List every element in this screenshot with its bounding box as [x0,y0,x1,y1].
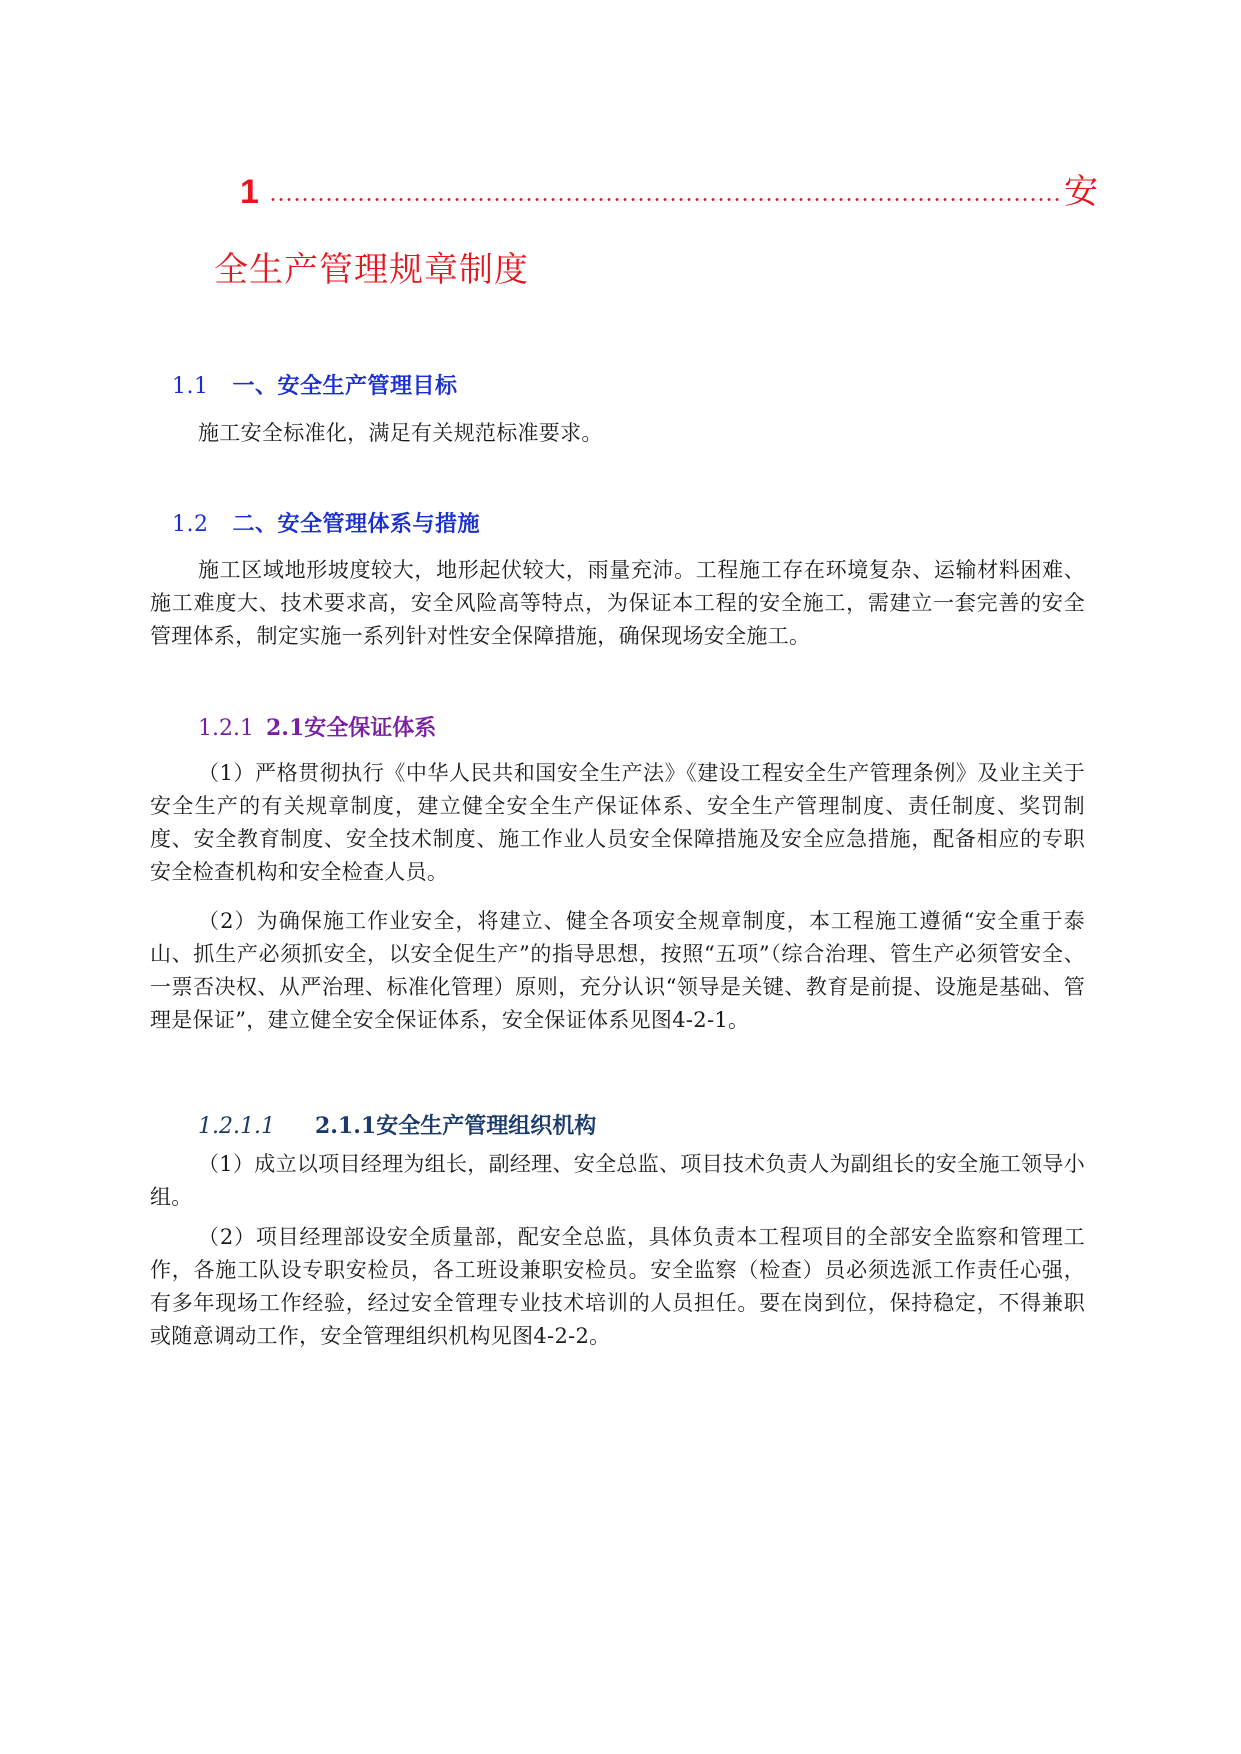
paragraph-1-1: 施工安全标准化，满足有关规范标准要求。 [198,421,603,445]
section-heading-1-2 [172,510,480,539]
chapter-title-rest: 全生产管理规章制度 [214,250,529,290]
section-title: 2.1.1安全生产管理组织机构 [314,1113,597,1139]
section-heading-1-1 [172,372,458,401]
toc-dot-leader [269,198,1062,201]
section-heading-1-2-1-1 [198,1112,596,1141]
paragraph-1-2-1-b: （2）为确保施工作业安全，将建立、健全各项安全规章制度，本工程施工遵循“安全重于泰山、抓生产必须抓安全，以安全促生产”的指导思想，按照“五项”（综合治理、管生产必须管安全、一票否决权、从严治理、标准化管理）原则，充分认识“领导是关键、教育是前提、设施是基础、管理是保证”，建立健全安全保证体系，安全保证体系见图4-2-1。 [150,909,1085,1032]
chapter-number: 1 [240,173,259,211]
section-heading-1-2-1 [198,714,436,743]
section-number: 1.2 [172,512,209,537]
section-title: 二、安全管理体系与措施 [232,511,481,537]
section-number: 1.1 [172,374,209,399]
section-title: 2.1安全保证体系 [265,715,437,741]
paragraph-1-2-1-a: （1）严格贯彻执行《中华人民共和国安全生产法》《建设工程安全生产管理条例》及业主关于安全生产的有关规章制度，建立健全安全生产保证体系、安全生产管理制度、责任制度、奖罚制度、安全教育制度、安全技术制度、施工作业人员安全保障措施及安全应急措施，配备相应的专职安全检查机构和安全检查人员。 [150,761,1085,884]
paragraph-1-2-1-1-b: （2）项目经理部设安全质量部，配安全总监，具体负责本工程项目的全部安全监察和管理工作，各施工队设专职安检员，各工班设兼职安检员。安全监察（检查）员必须选派工作责任心强，有多年现场工作经验，经过安全管理专业技术培训的人员担任。要在岗到位，保持稳定，不得兼职或随意调动工作，安全管理组织机构见图4-2-2。 [150,1225,1085,1348]
paragraph-1-2-1-1-a: （1）成立以项目经理为组长，副经理、安全总监、项目技术负责人为副组长的安全施工领导小组。 [150,1152,1085,1209]
chapter-heading [238,162,1098,212]
chapter-title-start: 安 [1064,172,1098,212]
section-number: 1.2.1 [198,716,254,741]
section-title: 一、安全生产管理目标 [232,373,458,399]
section-number: 1.2.1.1 [198,1114,275,1139]
paragraph-1-2: 施工区域地形坡度较大，地形起伏较大，雨量充沛。工程施工存在环境复杂、运输材料困难、施工难度大、技术要求高，安全风险高等特点，为保证本工程的安全施工，需建立一套完善的安全管理体系，制定实施一系列针对性安全保障措施，确保现场安全施工。 [150,558,1085,648]
